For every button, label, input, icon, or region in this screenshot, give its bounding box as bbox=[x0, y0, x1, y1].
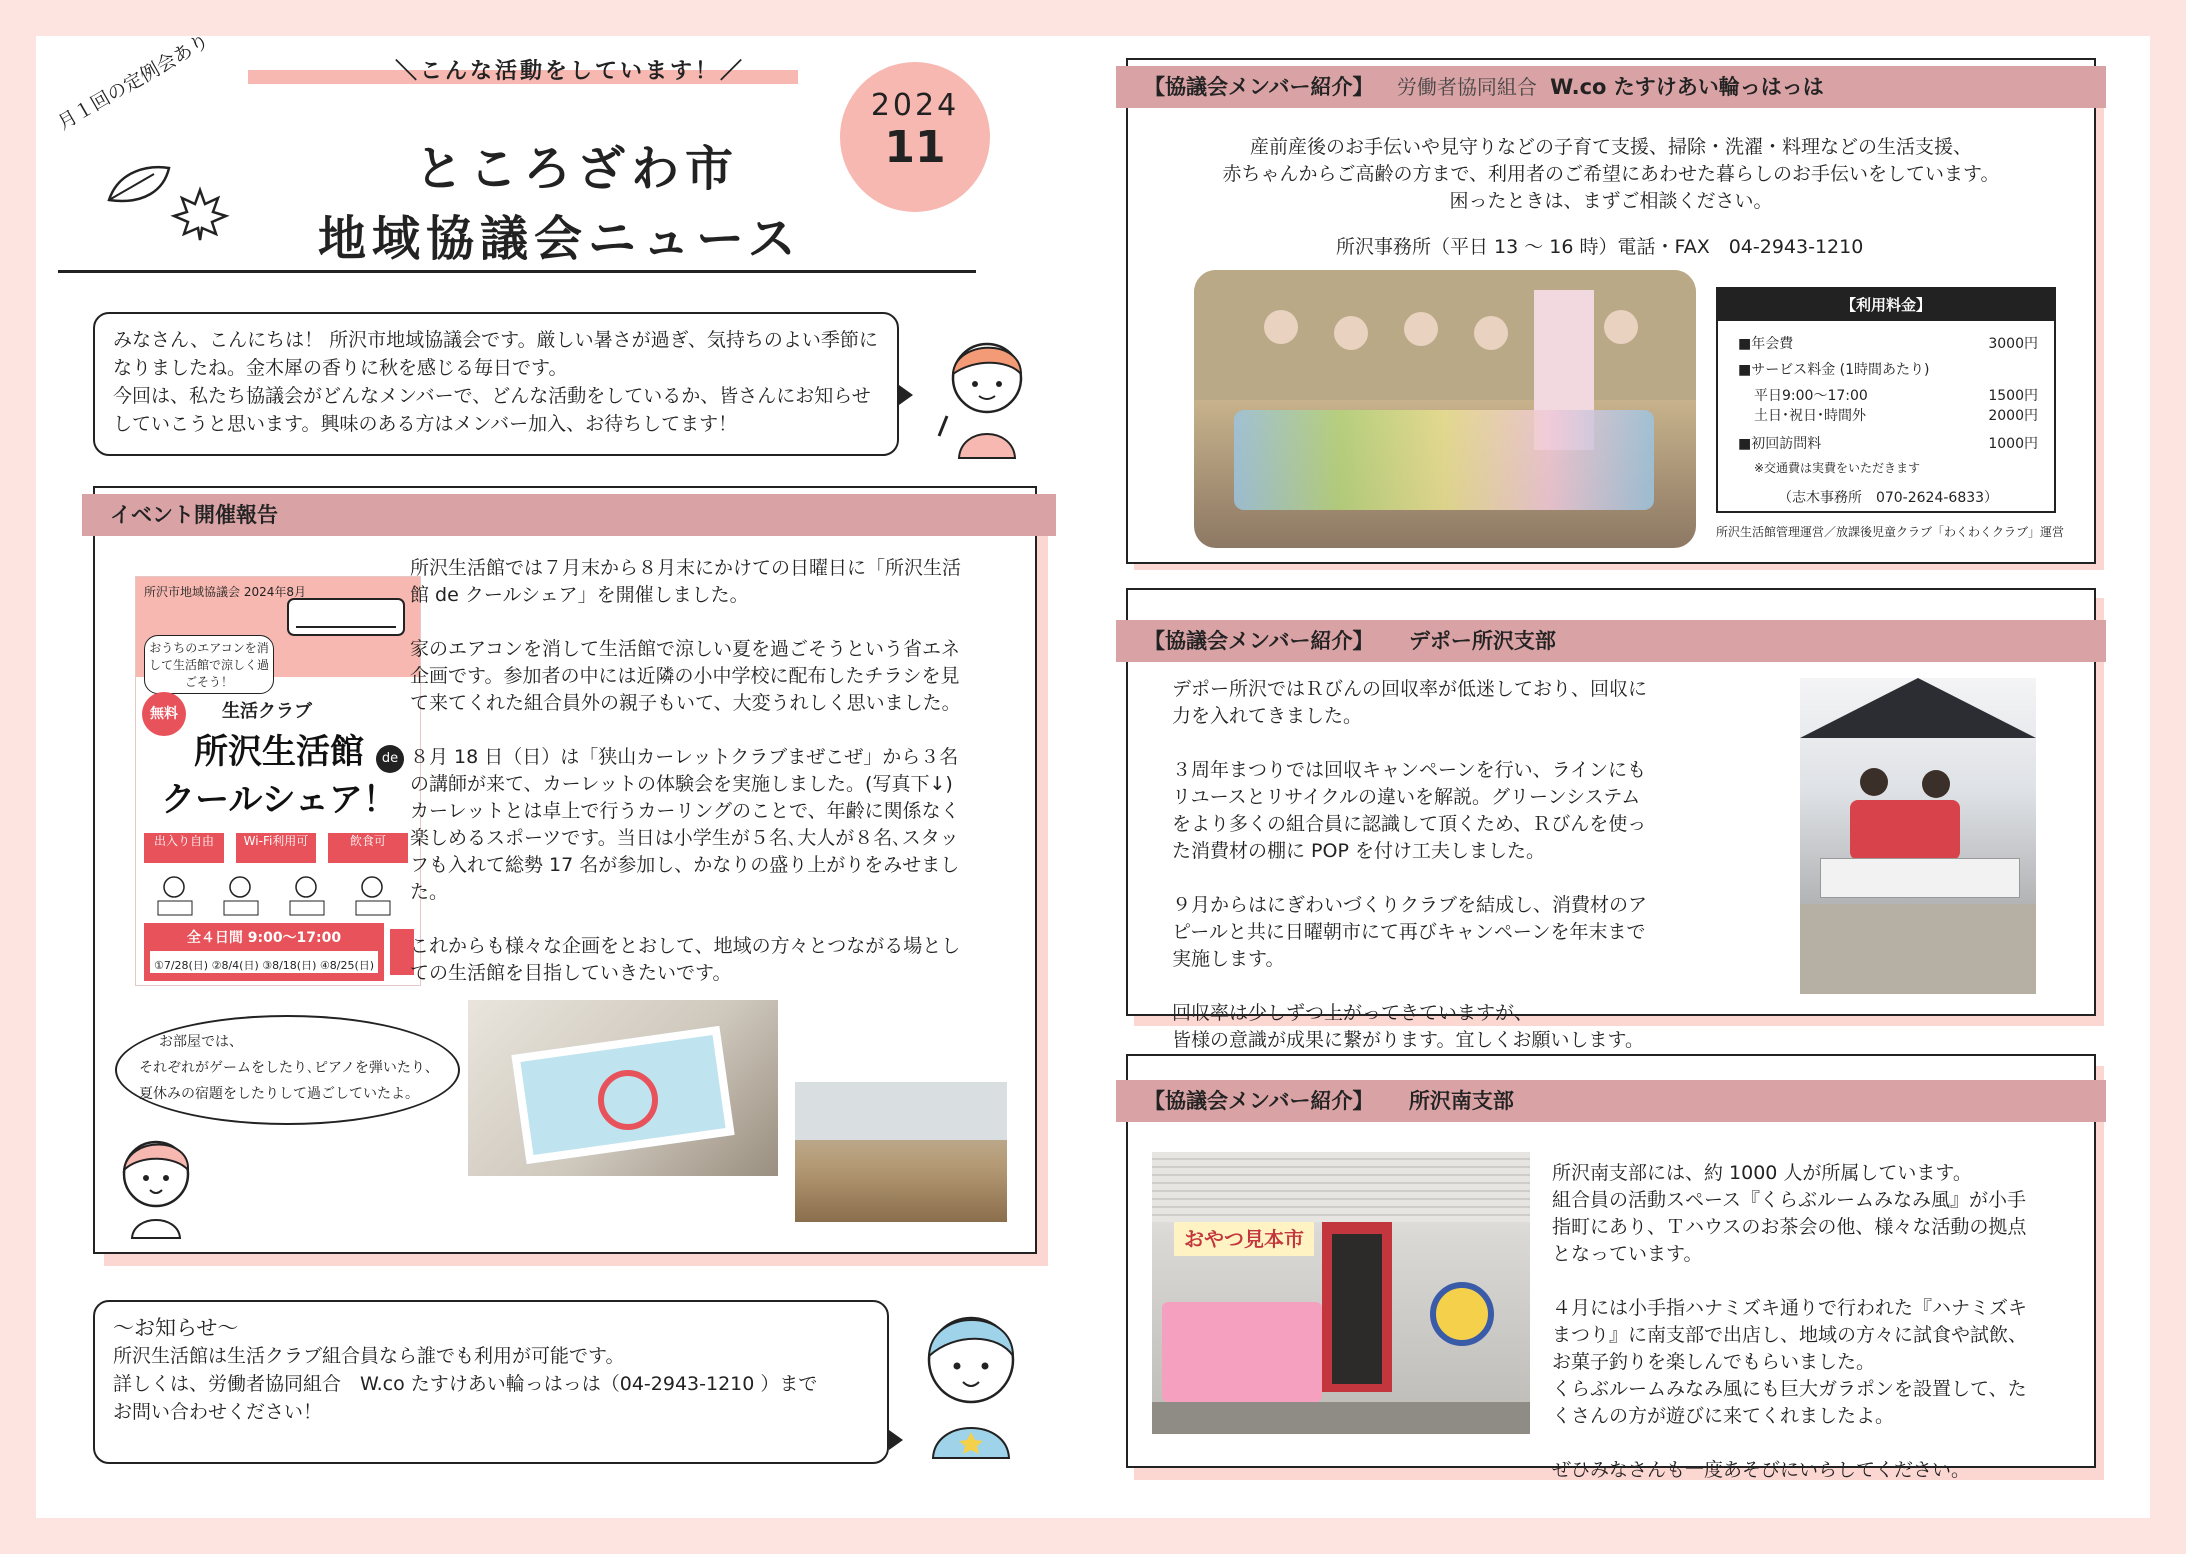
member1-band-name: W.co たすけあい輪っはっは bbox=[1550, 75, 1824, 99]
member1-footnote: 所沢生活館管理運営／放課後児童クラブ「わくわくクラブ」運営 bbox=[1716, 525, 2065, 539]
member3-text: 指町にあり、Ｔハウスのお茶会の他、様々な活動の拠点 bbox=[1552, 1216, 2027, 1238]
snack-stand bbox=[1162, 1302, 1322, 1402]
fee-office: （志木事務所 070-2624-6833） bbox=[1777, 490, 1999, 506]
person-head bbox=[1264, 310, 1298, 344]
booth-table bbox=[1820, 858, 2020, 898]
event-text: カーレットとは卓上で行うカーリングのことで、年齢に関係なく bbox=[410, 800, 960, 822]
notice-box bbox=[93, 1300, 889, 1464]
curlet-target bbox=[598, 1070, 658, 1130]
flyer-pill-wifi: Wi-Fi利用可 bbox=[236, 833, 316, 863]
maple-leaf-icon bbox=[170, 186, 230, 242]
red-aprons bbox=[1850, 800, 1960, 860]
curlet-photo bbox=[468, 1000, 778, 1176]
hall-photo bbox=[795, 1082, 1007, 1222]
member3-body bbox=[1552, 1160, 2027, 1484]
event-body bbox=[410, 555, 961, 987]
header-rule bbox=[58, 270, 976, 273]
child-illustration-icon bbox=[110, 1130, 200, 1240]
member2-text: リユースとリサイクルの違いを解説。グリーンシステム bbox=[1172, 786, 1641, 808]
kids-activity-icons bbox=[144, 869, 410, 921]
event-text: た。 bbox=[410, 881, 449, 903]
flyer-title-2: クールシェア！ bbox=[161, 780, 397, 820]
event-heading bbox=[82, 494, 1056, 536]
event-text: フも入れて総勢 17 名が参加し、かなりの盛り上がりをみせまし bbox=[410, 854, 960, 876]
leaf-icon bbox=[104, 160, 174, 210]
member2-tent-photo bbox=[1800, 678, 2036, 994]
member1-line: 赤ちゃんからご高齢の方まで、利用者のご希望にあわせた暮らしのお手伝いをしています。 bbox=[1222, 163, 2000, 185]
member1-line: 困ったときは、まずご相談ください。 bbox=[1449, 190, 1773, 212]
title-line-2: 地域協議会ニュース bbox=[318, 211, 802, 267]
person-head bbox=[1404, 312, 1438, 346]
member3-band bbox=[1116, 1080, 2106, 1122]
member3-shop-photo bbox=[1152, 1152, 1530, 1434]
issue-month: 11 bbox=[884, 122, 946, 173]
member3-text: ４月には小手指ハナミズキ通りで行われた『ハナミズキ bbox=[1552, 1297, 2028, 1319]
member2-body bbox=[1172, 676, 1647, 1054]
member1-contact: 所沢事務所（平日 13 ～ 16 時）電話・FAX 04-2943-1210 bbox=[1336, 236, 1864, 258]
notice-line: お問い合わせください！ bbox=[113, 1401, 323, 1423]
member3-text: くらぶルームみなみ風にも巨大ガラポンを設置して、た bbox=[1552, 1378, 2027, 1400]
member2-text: をより多くの組合員に認識して頂くため、Ｒびんを使っ bbox=[1172, 813, 1647, 835]
notice-line: 所沢生活館は生活クラブ組合員なら誰でも利用が可能です。 bbox=[113, 1345, 625, 1367]
event-text: 家のエアコンを消して生活館で涼しい夏を過ごそうという省エネ bbox=[410, 638, 961, 660]
event-text: て来てくれた組合員外の親子もいて、大変うれしく思いました。 bbox=[410, 692, 961, 714]
member1-line: 産前産後のお手伝いや見守りなどの子育て支援、掃除・洗濯・料理などの生活支援、 bbox=[1249, 136, 1972, 158]
flyer-schedule bbox=[144, 923, 384, 981]
member3-text: 組合員の活動スペース『くらぶルームみなみ風』が小手 bbox=[1552, 1189, 2027, 1211]
member3-band-label: 【協議会メンバー紹介】 bbox=[1144, 1089, 1374, 1113]
member3-text: お菓子釣りを楽しんでもらいました。 bbox=[1552, 1351, 1876, 1373]
shop-floor bbox=[1152, 1402, 1530, 1434]
hall-wall bbox=[795, 1082, 1007, 1140]
event-text: ての生活館を目指していきたいです。 bbox=[410, 962, 732, 984]
flyer-schedule-head: 全４日間 9:00～17:00 bbox=[186, 930, 342, 946]
flyer-speech: おうちのエアコンを消して生活館で涼しく過ごそう！ bbox=[144, 635, 274, 694]
member2-text: ピールと共に日曜朝市にて再びキャンペーンを年末まで bbox=[1172, 921, 1646, 943]
staff-head bbox=[1860, 768, 1888, 796]
member3-text: まつり』に南支部で出店し、地域の方々に試食や試飲、 bbox=[1552, 1324, 2028, 1346]
issue-year: 2024 bbox=[870, 88, 960, 123]
flyer-dates: ①7/28(日) ②8/4(日) ③8/18(日) ④8/25(日) bbox=[150, 951, 378, 973]
event-text: これからも様々な企画をとおして、地域の方々とつながる場とし bbox=[410, 935, 961, 957]
issue-date-badge bbox=[840, 62, 990, 212]
member1-band-sub: 労働者協同組合 bbox=[1396, 75, 1537, 99]
greeting-box bbox=[93, 312, 899, 456]
person-illustration-icon bbox=[925, 330, 1045, 460]
member2-text: 皆様の意識が成果に繋がります。宜しくお願いします。 bbox=[1172, 1029, 1644, 1051]
event-speech-bubble bbox=[115, 1015, 460, 1125]
greeting-line: していこうと思います。興味のある方はメンバー加入、お待ちしてます！ bbox=[113, 413, 738, 435]
notice-bubble-tail bbox=[889, 1430, 903, 1450]
member3-text: くさんの方が遊びに来てくれましたよ。 bbox=[1552, 1405, 1895, 1427]
member2-text: 力を入れてきました。 bbox=[1172, 705, 1363, 727]
event-text: 楽しめるスポーツです。当日は小学生が５名､大人が８名､スタッ bbox=[410, 827, 959, 849]
pavement bbox=[1800, 904, 2036, 994]
bubble-line: 夏休みの宿題をしたりして過ごしていたよ。 bbox=[139, 1086, 419, 1102]
member1-band bbox=[1116, 66, 2106, 108]
aprons-row bbox=[1234, 410, 1654, 510]
greeting-bubble-tail bbox=[899, 385, 913, 405]
bubble-line: それぞれがゲームをしたり､ピアノを弾いたり、 bbox=[139, 1060, 439, 1076]
notice-line: 詳しくは、労働者協同組合 W.co たすけあい輪っはっは（04-2943-1210 ）まで bbox=[113, 1373, 818, 1395]
member3-text: となっています。 bbox=[1552, 1243, 1703, 1265]
person-head bbox=[1604, 310, 1638, 344]
fee-row: ■年会費 3000円 bbox=[1738, 336, 2038, 352]
person-head bbox=[1334, 316, 1368, 350]
member2-band-label: 【協議会メンバー紹介】 bbox=[1144, 629, 1374, 653]
greeting-line: みなさん、こんにちは！ 所沢市地域協議会です。厳しい暑さが過ぎ、気持ちのよい季節に bbox=[113, 329, 878, 351]
flyer-club: 生活クラブ bbox=[222, 701, 312, 722]
notice-title: ～お知らせ～ bbox=[113, 1316, 239, 1340]
fee-row: ※交通費は実費をいただきます bbox=[1754, 461, 1921, 475]
event-text: 企画です。参加者の中には近隣の小中学校に配布したチラシを見 bbox=[410, 665, 960, 687]
flyer-pill-in-out: 出入り自由 bbox=[144, 833, 224, 863]
event-text: 館 de クールシェア」を開催しました。 bbox=[410, 584, 749, 606]
member2-text: 実施します。 bbox=[1172, 948, 1285, 970]
fee-row: ■初回訪問料 1000円 bbox=[1738, 436, 2038, 452]
member1-group-photo bbox=[1194, 270, 1696, 548]
staff-head bbox=[1922, 770, 1950, 798]
air-conditioner-icon bbox=[286, 597, 406, 643]
regular-meeting-note: 月１回の定例会あり bbox=[54, 29, 214, 135]
member2-text: た消費材の棚に POP を付け工夫しました。 bbox=[1172, 840, 1545, 862]
member3-text: 所沢南支部には、約 1000 人が所属しています。 bbox=[1552, 1162, 1972, 1184]
event-text: ８月 18 日（日）は「狭山カーレットクラブまぜこぜ」から３名 bbox=[410, 746, 959, 768]
coolshare-flyer bbox=[135, 576, 421, 986]
bubble-line: お部屋では、 bbox=[159, 1034, 243, 1050]
flyer-pill-food: 飲食可 bbox=[328, 833, 408, 863]
fee-row: ■サービス料金 (1時間あたり) bbox=[1738, 362, 1930, 378]
shop-sign: おやつ見本市 bbox=[1174, 1222, 1314, 1256]
shop-doorway bbox=[1332, 1234, 1382, 1384]
member1-intro bbox=[1126, 134, 2096, 215]
member2-text: デポー所沢ではＲびんの回収率が低迷しており、回収に bbox=[1172, 678, 1648, 700]
member2-text: 回収率は少しずつ上がってきていますが、 bbox=[1172, 1002, 1534, 1024]
event-text: の講師が来て、カーレットの体験会を実施しました。(写真下↓) bbox=[410, 773, 953, 795]
header-kicker: ＼こんな活動をしています！／ bbox=[395, 59, 746, 84]
fee-table bbox=[1716, 287, 2056, 513]
flyer-title-1: 所沢生活館 bbox=[194, 732, 364, 772]
boy-illustration-icon bbox=[915, 1300, 1025, 1460]
shop-shutter bbox=[1152, 1152, 1530, 1222]
event-text: 所沢生活館では７月末から８月末にかけての日曜日に「所沢生活 bbox=[410, 557, 962, 579]
flyer-de: de bbox=[376, 745, 404, 773]
flyer-free-badge: 無料 bbox=[142, 692, 186, 736]
greeting-line: 今回は、私たち協議会がどんなメンバーで、どんな活動をしているか、皆さんにお知らせ bbox=[113, 385, 871, 407]
greeting-line: なりましたね。金木犀の香りに秋を感じる毎日です。 bbox=[113, 357, 568, 379]
member1-band-label: 【協議会メンバー紹介】 bbox=[1144, 75, 1374, 99]
member3-text: ぜひみなさんも一度あそびにいらしてください。 bbox=[1552, 1459, 1971, 1481]
flyer-top-text: 所沢市地域協議会 2024年8月 bbox=[144, 585, 306, 599]
member2-band bbox=[1116, 620, 2106, 662]
member2-text: ９月からはにぎわいづくりクラブを結成し、消費材のア bbox=[1172, 894, 1648, 916]
member2-text: ３周年まつりでは回収キャンペーンを行い、ラインにも bbox=[1172, 759, 1647, 781]
tent-roof bbox=[1800, 678, 2036, 738]
fee-row: 平日9:00～17:00 1500円 bbox=[1754, 388, 2038, 404]
title-line-1: ところざわ市 bbox=[415, 141, 740, 197]
fee-table-title: 【利用料金】 bbox=[1718, 289, 2054, 321]
fee-row: 土日･祝日･時間外 2000円 bbox=[1754, 408, 2038, 424]
member3-band-name: 所沢南支部 bbox=[1408, 1089, 1514, 1113]
member2-band-name: デポー所沢支部 bbox=[1408, 629, 1556, 653]
person-head bbox=[1474, 316, 1508, 350]
hanamizuki-mascot bbox=[1430, 1282, 1494, 1346]
event-heading-label: イベント開催報告 bbox=[110, 503, 278, 527]
